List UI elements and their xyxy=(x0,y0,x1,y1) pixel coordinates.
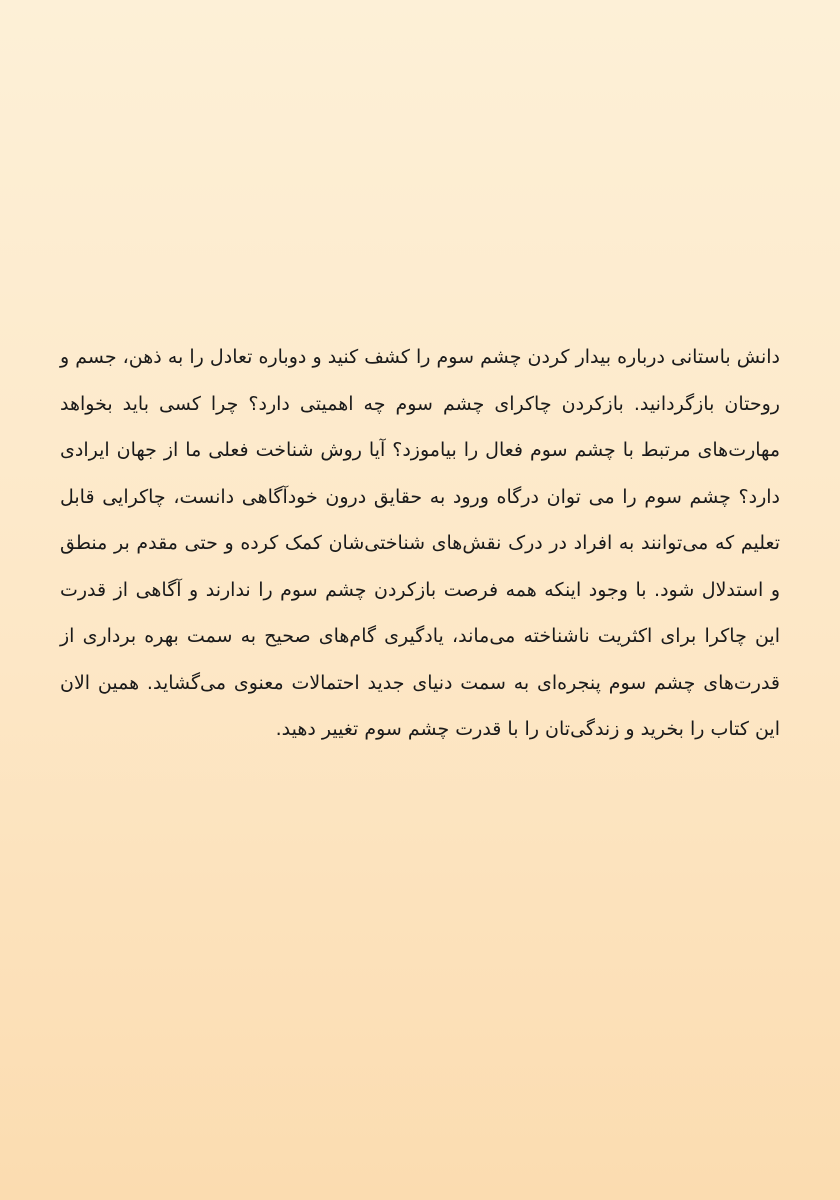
body-text-block xyxy=(60,334,780,753)
body-paragraph: دانش باستانی درباره بیدار کردن چشم سوم را کشف کنید و دوباره تعادل را به ذهن، جسم و روحتان بازگردانید. بازکردن چاکرای چشم سوم چه اهمیتی دارد؟ چرا کسی باید بخواهد مهارت‌های مرتبط با چشم سوم فعال را بیاموزد؟ آیا روش شناخت فعلی ما از جهان ایرادی دارد؟ چشم سوم را می توان درگاه ورود به حقایق درون خودآگاهی دانست، چاکرایی قابل تعلیم که می‌توانند به افراد در درک نقش‌های شناختی‌شان کمک کرده و حتی مقدم بر منطق و استدلال شود. با وجود اینکه همه فرصت بازکردن چشم سوم را ندارند و آگاهی از قدرت این چاکرا برای اکثریت ناشناخته می‌ماند، یادگیری گام‌های صحیح به سمت بهره برداری از قدرت‌های چشم سوم پنجره‌ای به سمت دنیای جدید احتمالات معنوی می‌گشاید. همین الان این کتاب را بخرید و زندگی‌تان را با قدرت چشم سوم تغییر دهید. xyxy=(60,346,780,740)
